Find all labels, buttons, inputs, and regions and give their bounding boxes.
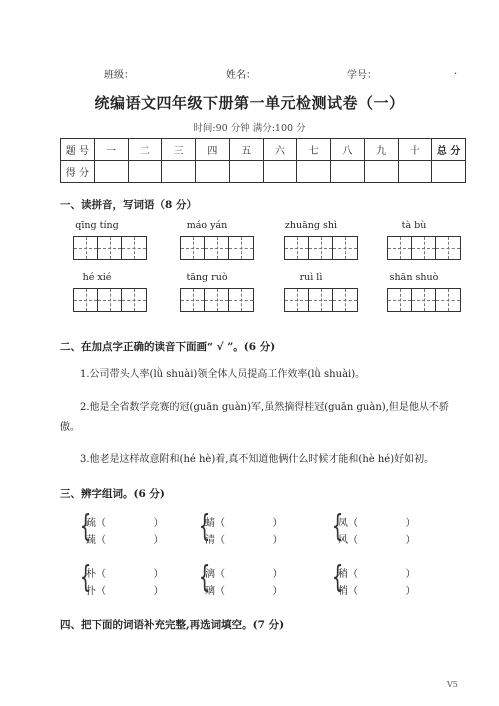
- score-cell[interactable]: [297, 161, 331, 183]
- question-text: 3.他老是这样故意附和(hé hè)着,真不知道他俩什么时候才能和(hè hé)好如初。: [80, 454, 435, 465]
- char-pair-line: 扑（ ）: [86, 586, 164, 597]
- column-cell: 五: [229, 139, 263, 161]
- column-cell: 六: [263, 139, 297, 161]
- pinyin-label: shān shuò: [389, 272, 439, 283]
- question-text: 1.公司带头人率(lǜ shuài)领全体人员提高工作效率(lǜ shuài)。: [80, 369, 366, 380]
- brace-icon: {: [198, 560, 211, 595]
- column-cell: 九: [364, 139, 398, 161]
- score-cell[interactable]: [162, 161, 196, 183]
- char-pair-group: [331, 509, 416, 549]
- char-pair-line: 稍（ ）: [338, 569, 416, 580]
- column-cell: 一: [94, 139, 128, 161]
- char-pair-line: 清（ ）: [205, 535, 283, 546]
- writing-grid[interactable]: [387, 236, 461, 260]
- exam-subtitle: 时间:90 分钟 满分:100 分: [193, 123, 306, 134]
- writing-grid[interactable]: [387, 288, 461, 312]
- brace-icon: {: [198, 509, 211, 544]
- char-pair-group: [331, 560, 416, 600]
- pinyin-label: máo yán: [186, 220, 228, 231]
- name-label: 姓名：: [226, 70, 256, 81]
- pinyin-label: ruì lì: [299, 272, 323, 283]
- score-label-cell: 得 分: [61, 161, 95, 183]
- score-cell[interactable]: [196, 161, 230, 183]
- char-pair-line: 璃（ ）: [205, 586, 283, 597]
- question-text: 傲。: [60, 422, 80, 433]
- total-label-cell: 总 分: [432, 139, 466, 161]
- pinyin-label: qīng tíng: [75, 220, 119, 231]
- writing-grid[interactable]: [73, 236, 147, 260]
- column-cell: 四: [196, 139, 230, 161]
- pinyin-label: tāng ruò: [186, 272, 228, 283]
- student-id-label: 学号：: [347, 70, 377, 81]
- score-table-score-row: [61, 161, 466, 183]
- char-pair-group: [198, 509, 283, 549]
- score-cell[interactable]: [398, 161, 432, 183]
- section2-heading: 二、在加点字正确的读音下面画“ √ ”。(6 分): [60, 341, 276, 353]
- score-cell[interactable]: [94, 161, 128, 183]
- section3-heading: 三、辨字组词。(6 分): [60, 488, 165, 500]
- char-pair-line: 疏（ ）: [86, 518, 164, 529]
- brace-icon: {: [331, 509, 344, 544]
- column-cell: 八: [331, 139, 365, 161]
- brace-icon: {: [331, 560, 344, 595]
- char-pair-group: [198, 560, 283, 600]
- page-title: 统编语文四年级下册第一单元检测试卷（一）: [94, 94, 405, 112]
- score-table-header-row: [61, 139, 466, 161]
- writing-grid[interactable]: [73, 288, 147, 312]
- header-label-cell: 题 号: [61, 139, 95, 161]
- section4-heading: 四、把下面的词语补充完整,再选词填空。(7 分): [60, 619, 285, 631]
- total-score-cell[interactable]: [432, 161, 466, 183]
- score-cell[interactable]: [263, 161, 297, 183]
- char-pair-group: [79, 509, 164, 549]
- page-number: V5: [447, 680, 458, 689]
- char-pair-line: 梢（ ）: [338, 586, 416, 597]
- char-pair-line: 蔬（ ）: [86, 535, 164, 546]
- pinyin-label: zhuāng shì: [284, 220, 338, 231]
- score-cell[interactable]: [331, 161, 365, 183]
- class-label: 班级：: [104, 70, 134, 81]
- column-cell: 三: [162, 139, 196, 161]
- char-pair-group: [79, 560, 164, 600]
- pinyin-label: hé xié: [82, 272, 112, 283]
- brace-icon: {: [79, 509, 92, 544]
- char-pair-line: 风（ ）: [338, 535, 416, 546]
- section1-heading: 一、读拼音，写词语（8 分）: [60, 199, 197, 211]
- score-cell[interactable]: [229, 161, 263, 183]
- pinyin-label: tà bù: [401, 220, 427, 231]
- char-pair-line: 凤（ ）: [338, 518, 416, 529]
- brace-icon: {: [79, 560, 92, 595]
- writing-grid[interactable]: [180, 288, 254, 312]
- score-cell[interactable]: [364, 161, 398, 183]
- column-cell: 七: [297, 139, 331, 161]
- writing-grid[interactable]: [284, 236, 358, 260]
- char-pair-line: 蜻（ ）: [205, 518, 283, 529]
- score-table: [60, 138, 466, 183]
- char-pair-line: 漓（ ）: [205, 569, 283, 580]
- score-cell[interactable]: [128, 161, 162, 183]
- header-dot: .: [454, 66, 458, 77]
- column-cell: 十: [398, 139, 432, 161]
- writing-grid[interactable]: [284, 288, 358, 312]
- writing-grid[interactable]: [180, 236, 254, 260]
- question-text: 2.他是全省数学竞赛的冠(guān guàn)军,虽然摘得桂冠(guān guàn),但是他从不骄: [80, 402, 449, 413]
- column-cell: 二: [128, 139, 162, 161]
- char-pair-line: 朴（ ）: [86, 569, 164, 580]
